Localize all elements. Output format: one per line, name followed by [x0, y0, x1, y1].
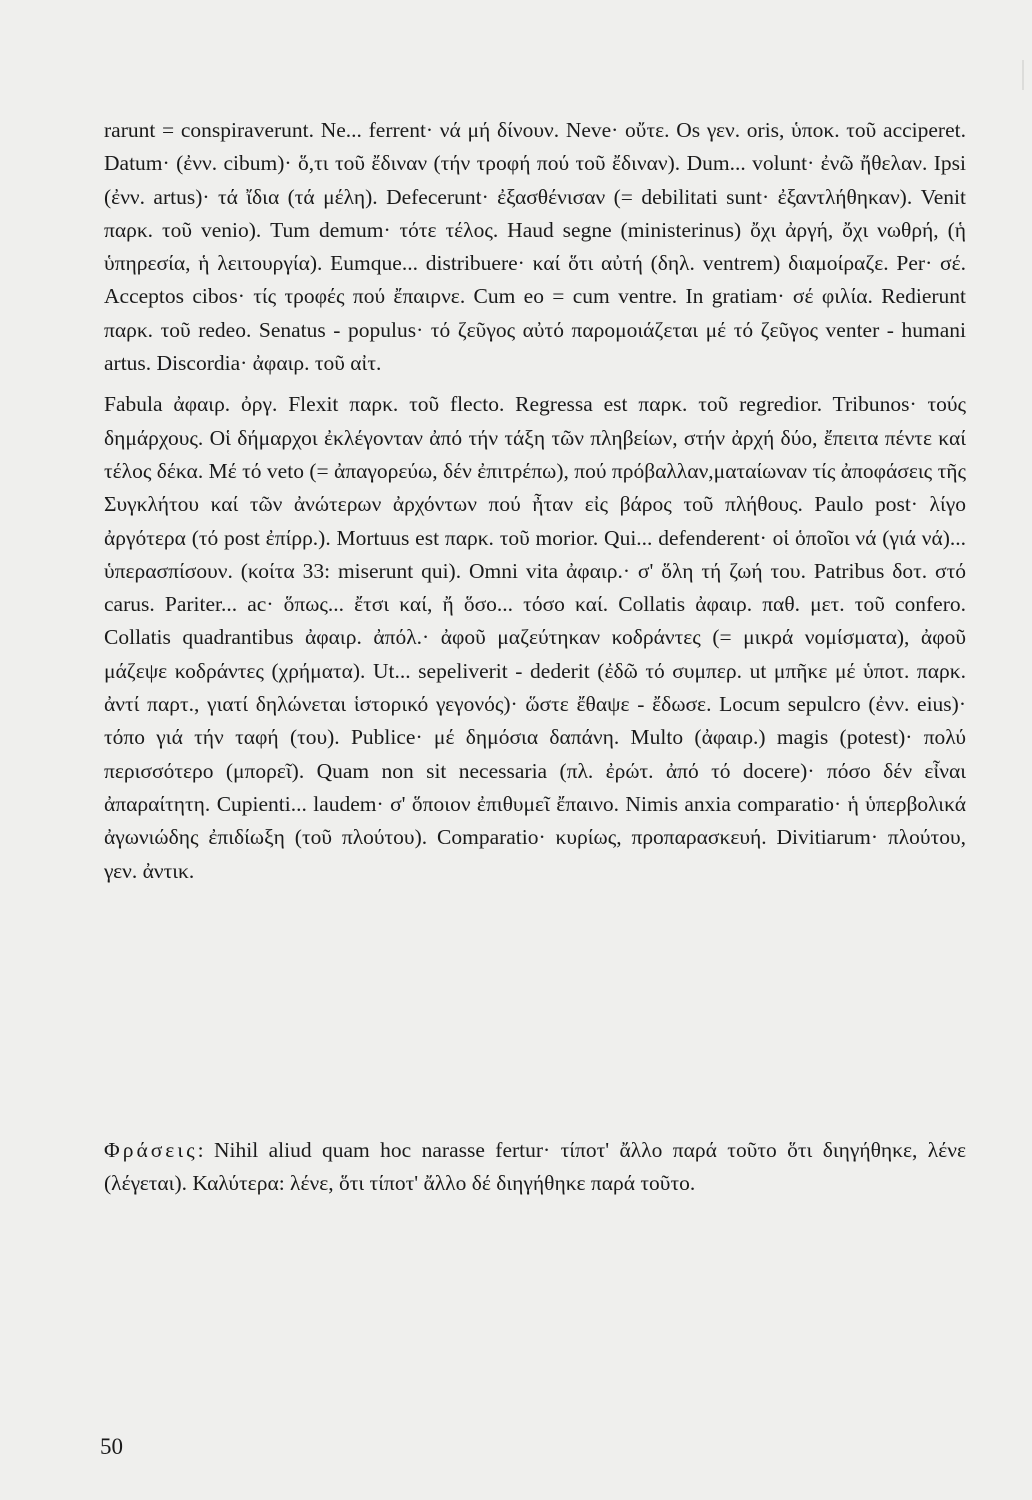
- page-number: 50: [100, 1434, 123, 1459]
- scan-edge-mark: [1022, 60, 1024, 90]
- paragraph-2: Fabula ἀφαιρ. ὀργ. Flexit παρκ. τοῦ flecto. Regressa est παρκ. τοῦ regredior. Tribunos· τούς δημάρχους. Οἱ δήμαρχοι ἐκλέγονταν ἀπό τήν τάξη τῶν πληβείων, στήν ἀρχή δύο, ἔπειτα πέντε καί τέλος δέκα. Μέ τό veto (= ἀπαγορεύω, δέν ἐπιτρέπω), πού πρόβαλλαν,ματαίωναν τίς ἀποφάσεις τῆς Συγκλήτου καί τῶν ἀνώτερων ἀρχόντων πού ἦταν εἰς βάρος τοῦ πλήθους. Paulo post· λίγο ἀργότερα (τό post ἐπίρρ.). Mortuus est παρκ. τοῦ morior. Qui... defenderent· οἱ ὁποῖοι νά (γιά νά)... ὑπερασπίσουν. (κοίτα 33: miserunt qui). Omni vita ἀφαιρ.· σ' ὅλη τή ζωή του. Patribus δοτ. στό carus. Pariter... ac· ὅπως... ἔτσι καί, ἤ ὅσο... τόσο καί. Collatis ἀφαιρ. παθ. μετ. τοῦ confero. Collatis quadrantibus ἀφαιρ. ἀπόλ.· ἀφοῦ μαζεύτηκαν κοδράντες (= μικρά νομίσματα), ἀφοῦ μάζεψε κοδράντες (χρήματα). Ut... sepeliverit - dederit (ἐδῶ τό συμπερ. ut μπῆκε μέ ὑποτ. παρκ. ἀντί παρτ., γιατί δηλώνεται ἱστορικό γεγονός)· ὥστε ἔθαψε - ἔδωσε. Locum sepulcro (ἐνν. eius)· τόπο γιά τήν ταφή (του). Publice· μέ δημόσια δαπάνη. Multo (ἀφαιρ.) magis (potest)· πολύ περισσότερο (μπορεῖ). Quam non sit necessaria (πλ. ἐρώτ. ἀπό τό docere)· πόσο δέν εἶναι ἀπαραίτητη. Cupienti... laudem· σ' ὅποιον ἐπιθυμεῖ ἔπαινο. Nimis anxia comparatio· ἡ ὑπερβολικά ἀγωνιώδης ἐπιδίωξη (τοῦ πλούτου). Comparatio· κυρίως, προπαρασκευή. Divitiarum· πλούτου, γεν. ἀντικ.: [104, 392, 966, 883]
- phrases-section: [104, 1134, 966, 1201]
- phrases-text: : Nihil aliud quam hoc narasse fertur· τίποτ' ἄλλο παρά τοῦτο ὅτι διηγήθηκε, λένε (λέγεται). Καλύτερα: λένε, ὅτι τίποτ' ἄλλο δέ διηγήθηκε παρά τοῦτο.: [104, 1138, 966, 1196]
- phrases-heading: Φράσεις: [104, 1138, 198, 1162]
- paragraph-1: rarunt = conspiraverunt. Ne... ferrent· νά μή δίνουν. Neve· οὔτε. Os γεν. oris, ὑποκ. τοῦ acciperet. Datum· (ἐνν. cibum)· ὅ,τι τοῦ ἔδιναν (τήν τροφή πού τοῦ ἔδιναν). Dum... volunt· ἐνῶ ἤθελαν. Ipsi (ἐνν. artus)· τά ἴδια (τά μέλη). Defecerunt· ἐξασθένισαν (= debilitati sunt· ἐξαντλήθηκαν). Venit παρκ. τοῦ venio). Tum demum· τότε τέλος. Haud segne (ministerinus) ὄχι ἀργή, ὄχι νωθρή, (ἡ ὑπηρεσία, ἡ λειτουργία). Eumque... distribuere· καί ὅτι αὐτή (δηλ. ventrem) διαμοίραζε. Per· σέ. Acceptos cibos· τίς τροφές πού ἔπαιρνε. Cum eo = cum ventre. In gratiam· σέ φιλία. Redierunt παρκ. τοῦ redeo. Senatus - populus· τό ζεῦγος αὐτό παρομοιάζεται μέ τό ζεῦγος venter - humani artus. Discordia· ἀφαιρ. τοῦ αἰτ.: [104, 118, 966, 376]
- commentary-text: [104, 114, 966, 888]
- phrases-paragraph: [104, 1134, 966, 1201]
